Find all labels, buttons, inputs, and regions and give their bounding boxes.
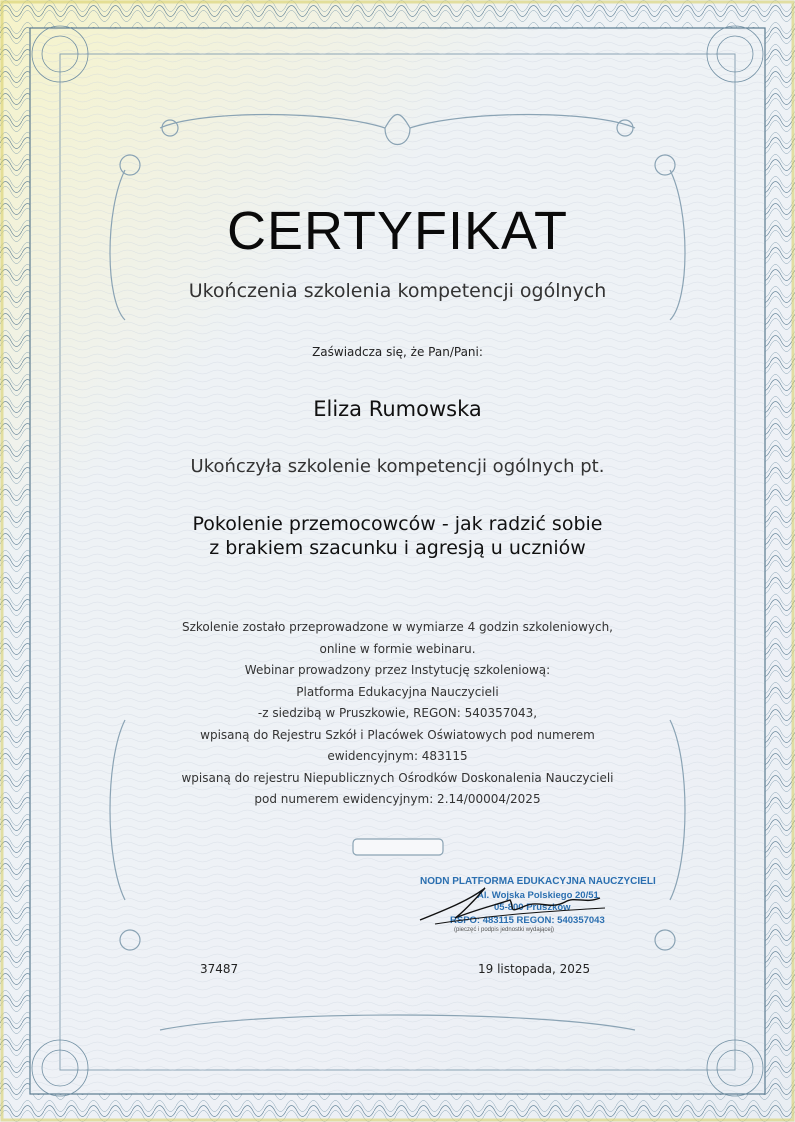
- stamp-line: NODN PLATFORMA EDUKACYJNA NAUCZYCIELI: [420, 876, 656, 887]
- detail-line: wpisaną do Rejestru Szkół i Placówek Oświatowych pod numerem: [200, 727, 595, 742]
- detail-line: online w formie webinaru.: [319, 641, 476, 656]
- course-title: [0, 512, 795, 560]
- recipient-name: Eliza Rumowska: [313, 397, 482, 421]
- course-title-line: z brakiem szacunku i agresją u uczniów: [209, 537, 586, 559]
- certificate-title: CERTYFIKAT: [226, 201, 569, 261]
- issue-date: 19 listopada, 2025: [478, 962, 591, 976]
- attestation-intro: Zaświadcza się, że Pan/Pani:: [312, 345, 483, 359]
- stamp-line: RSPO: 483115 REGON: 540357043: [450, 915, 605, 926]
- course-title-line: Pokolenie przemocowców - jak radzić sobie: [192, 513, 603, 535]
- decorative-plaque: [352, 838, 444, 856]
- certificate-subtitle: Ukończenia szkolenia kompetencji ogólnych: [188, 280, 607, 302]
- stamp-line: Al. Wojska Polskiego 20/51: [477, 890, 599, 901]
- certificate-number: 37487: [200, 962, 239, 976]
- stamp-caption: (pieczęć i podpis jednostki wydającej): [454, 927, 555, 933]
- detail-line: Webinar prowadzony przez Instytucję szkoleniową:: [244, 663, 551, 677]
- detail-line: -z siedzibą w Pruszkowie, REGON: 540357043,: [257, 706, 538, 720]
- completion-statement: Ukończyła szkolenie kompetencji ogólnych pt.: [190, 456, 605, 477]
- detail-line: Szkolenie zostało przeprowadzone w wymiarze 4 godzin szkoleniowych,: [181, 620, 613, 634]
- signature: [415, 880, 615, 930]
- detail-line: pod numerem ewidencyjnym: 2.14/00004/2025: [254, 792, 541, 806]
- detail-line: ewidencyjnym: 483115: [327, 749, 468, 763]
- training-details: [0, 617, 795, 811]
- detail-line: wpisaną do rejestru Niepublicznych Ośrodków Doskonalenia Nauczycieli: [181, 770, 614, 785]
- stamp-line: 05-800 Pruszków: [494, 902, 571, 913]
- detail-line: Platforma Edukacyjna Nauczycieli: [296, 684, 499, 699]
